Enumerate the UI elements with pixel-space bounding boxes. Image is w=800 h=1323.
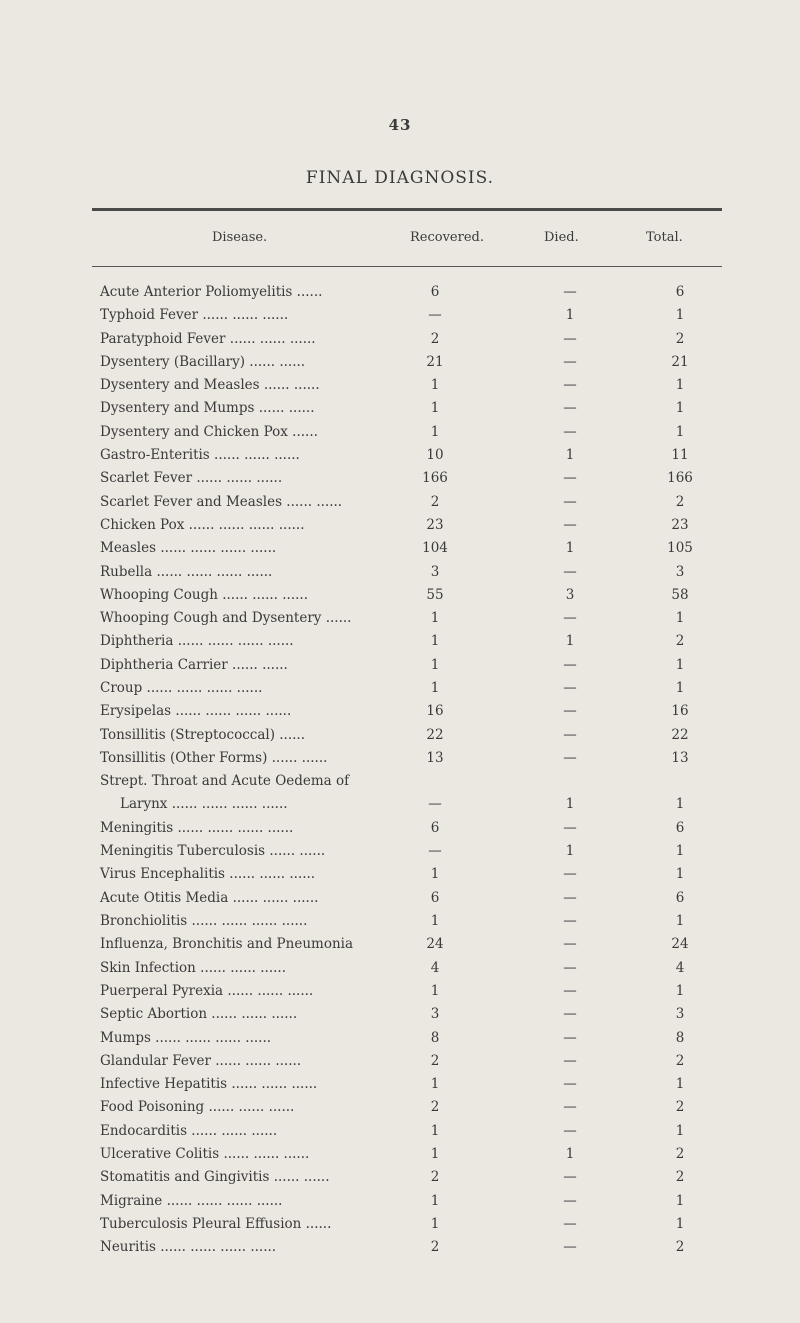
disease-name-line: Acute Anterior Poliomyelitis ...... <box>100 284 323 300</box>
total-value: 1 <box>675 1192 685 1209</box>
died-value: 3 <box>565 586 575 603</box>
disease-name <box>100 1123 410 1139</box>
disease-name-line: Dysentery (Bacillary) ...... ...... <box>100 353 306 370</box>
disease-name <box>100 890 410 906</box>
recovered-value: 21 <box>426 353 444 370</box>
total-value: 6 <box>675 284 685 300</box>
page-number: 43 <box>388 116 412 134</box>
disease-name <box>100 773 410 812</box>
disease-name <box>100 400 410 416</box>
recovered-value: 1 <box>430 400 440 417</box>
table-row <box>0 307 800 330</box>
table-row <box>0 820 800 843</box>
table-row <box>0 1216 800 1239</box>
total-value: 1 <box>675 1215 685 1232</box>
disease-name <box>100 703 410 719</box>
disease-name <box>100 354 410 370</box>
disease-name <box>100 1006 410 1022</box>
table-row <box>0 517 800 540</box>
died-value: — <box>563 913 577 930</box>
disease-name-line: Dysentery and Chicken Pox ...... <box>100 423 318 440</box>
died-value: — <box>563 1029 577 1046</box>
diagnosis-table <box>0 284 800 1262</box>
recovered-value: 55 <box>426 586 444 603</box>
recovered-value: 1 <box>430 377 440 394</box>
died-value: — <box>563 423 577 440</box>
disease-name-line: Tonsillitis (Other Forms) ...... ...... <box>100 749 328 766</box>
died-value: — <box>563 563 577 580</box>
total-value: 2 <box>675 1169 685 1186</box>
total-value: 2 <box>675 1145 685 1162</box>
disease-name <box>100 564 410 580</box>
recovered-value: — <box>428 796 442 813</box>
disease-name-line: Erysipelas ...... ...... ...... ...... <box>100 703 292 720</box>
total-value: 23 <box>671 516 689 533</box>
died-value: — <box>563 819 577 836</box>
disease-name <box>100 1030 410 1046</box>
header-died: Died. <box>544 230 579 245</box>
disease-name-line: Food Poisoning ...... ...... ...... <box>100 1099 295 1116</box>
total-value: 1 <box>675 843 685 860</box>
died-value: 1 <box>565 1145 575 1162</box>
died-value: — <box>563 330 577 347</box>
disease-name <box>100 1193 410 1209</box>
recovered-value: 104 <box>422 540 448 557</box>
total-value: 1 <box>675 982 685 999</box>
recovered-value: 1 <box>430 982 440 999</box>
died-value: 1 <box>565 307 575 324</box>
recovered-value: 23 <box>426 516 444 533</box>
table-row <box>0 424 800 447</box>
disease-name-line: Septic Abortion ...... ...... ...... <box>100 1006 298 1023</box>
died-value: — <box>563 703 577 720</box>
disease-name-line: Measles ...... ...... ...... ...... <box>100 540 277 557</box>
disease-name <box>100 1076 410 1092</box>
table-row <box>0 1169 800 1192</box>
disease-name <box>100 587 410 603</box>
total-value: 2 <box>675 1239 685 1256</box>
recovered-value: — <box>428 843 442 860</box>
disease-name-line: Bronchiolitis ...... ...... ...... ...... <box>100 913 308 930</box>
total-value: 3 <box>675 1006 685 1023</box>
disease-name <box>100 936 410 952</box>
disease-name-line: Migraine ...... ...... ...... ...... <box>100 1192 283 1209</box>
total-value: 16 <box>671 703 689 720</box>
disease-name <box>100 377 410 393</box>
header-recovered: Recovered. <box>410 230 484 245</box>
recovered-value: 1 <box>430 866 440 883</box>
disease-name-line: Endocarditis ...... ...... ...... <box>100 1122 278 1139</box>
table-row <box>0 470 800 493</box>
table-row <box>0 494 800 517</box>
table-row <box>0 587 800 610</box>
disease-name <box>100 657 410 673</box>
total-value: 2 <box>675 1099 685 1116</box>
page-title: FINAL DIAGNOSIS. <box>305 168 495 188</box>
died-value: — <box>563 1052 577 1069</box>
disease-name-line2: Larynx ...... ...... ...... ...... <box>120 796 288 813</box>
disease-name <box>100 331 410 347</box>
recovered-value: 3 <box>430 563 440 580</box>
disease-name-line: Scarlet Fever ...... ...... ...... <box>100 470 283 487</box>
table-row <box>0 960 800 983</box>
disease-name-line: Strept. Throat and Acute Oedema of <box>100 773 350 790</box>
disease-name <box>100 1146 410 1162</box>
total-value: 2 <box>675 1052 685 1069</box>
disease-name <box>100 820 410 836</box>
table-row <box>0 657 800 680</box>
total-value: 1 <box>675 307 685 324</box>
total-value: 2 <box>675 633 685 650</box>
recovered-value: 1 <box>430 1076 440 1093</box>
disease-name <box>100 633 410 649</box>
disease-name <box>100 1099 410 1115</box>
recovered-value: 8 <box>430 1029 440 1046</box>
died-value: — <box>563 889 577 906</box>
table-row <box>0 843 800 866</box>
total-value: 1 <box>675 680 685 697</box>
died-value: — <box>563 1192 577 1209</box>
disease-name-line: Whooping Cough ...... ...... ...... <box>100 586 309 603</box>
disease-name <box>100 610 410 626</box>
died-value: — <box>563 516 577 533</box>
table-row <box>0 936 800 959</box>
disease-name-line: Tonsillitis (Streptococcal) ...... <box>100 726 305 743</box>
disease-name-line: Glandular Fever ...... ...... ...... <box>100 1052 302 1069</box>
disease-name-line: Neuritis ...... ...... ...... ...... <box>100 1239 277 1256</box>
total-value: 8 <box>675 1029 685 1046</box>
recovered-value: 1 <box>430 1215 440 1232</box>
total-value: 22 <box>671 726 689 743</box>
table-row <box>0 1146 800 1169</box>
table-row <box>0 400 800 423</box>
died-value: — <box>563 656 577 673</box>
table-row <box>0 703 800 726</box>
disease-name <box>100 983 410 999</box>
died-value: — <box>563 1099 577 1116</box>
table-row <box>0 1239 800 1262</box>
disease-name <box>100 424 410 440</box>
recovered-value: 1 <box>430 423 440 440</box>
table-row <box>0 1053 800 1076</box>
table-row <box>0 377 800 400</box>
total-value: 6 <box>675 889 685 906</box>
table-row <box>0 354 800 377</box>
disease-name <box>100 680 410 696</box>
total-value: 1 <box>675 913 685 930</box>
table-row <box>0 773 800 820</box>
total-value: 2 <box>675 493 685 510</box>
recovered-value: 2 <box>430 330 440 347</box>
died-value: — <box>563 936 577 953</box>
total-value: 1 <box>675 866 685 883</box>
recovered-value: 6 <box>430 819 440 836</box>
table-row <box>0 1123 800 1146</box>
disease-name <box>100 540 410 556</box>
disease-name-line: Stomatitis and Gingivitis ...... ...... <box>100 1169 330 1186</box>
total-value: 4 <box>675 959 685 976</box>
table-row <box>0 1193 800 1216</box>
recovered-value: 10 <box>426 447 444 464</box>
disease-name-line: Acute Otitis Media ...... ...... ...... <box>100 889 319 906</box>
table-row <box>0 610 800 633</box>
recovered-value: 6 <box>430 889 440 906</box>
disease-name <box>100 447 410 463</box>
disease-name-line: Rubella ...... ...... ...... ...... <box>100 563 273 580</box>
died-value: — <box>563 959 577 976</box>
table-row <box>0 913 800 936</box>
header-disease: Disease. <box>212 230 268 245</box>
recovered-value: 24 <box>426 936 444 953</box>
disease-name <box>100 866 410 882</box>
died-value: — <box>563 866 577 883</box>
table-row <box>0 866 800 889</box>
died-value: — <box>563 1006 577 1023</box>
disease-name-line: Whooping Cough and Dysentery ...... <box>100 610 352 627</box>
total-value: 11 <box>671 447 689 464</box>
disease-name-line: Meningitis Tuberculosis ...... ...... <box>100 843 326 860</box>
table-row <box>0 331 800 354</box>
died-value: — <box>563 982 577 999</box>
disease-name <box>100 1239 410 1255</box>
died-value: — <box>563 400 577 417</box>
recovered-value: 13 <box>426 749 444 766</box>
disease-name <box>100 494 410 510</box>
died-value: 1 <box>565 796 575 813</box>
total-value: 166 <box>667 470 693 487</box>
table-row <box>0 1030 800 1053</box>
disease-name-line: Chicken Pox ...... ...... ...... ...... <box>100 516 305 533</box>
recovered-value: 2 <box>430 493 440 510</box>
died-value: — <box>563 749 577 766</box>
total-value: 6 <box>675 819 685 836</box>
disease-name <box>100 1216 410 1232</box>
disease-name-line: Scarlet Fever and Measles ...... ...... <box>100 493 343 510</box>
recovered-value: 2 <box>430 1169 440 1186</box>
total-value: 3 <box>675 563 685 580</box>
total-value: 1 <box>675 377 685 394</box>
died-value: — <box>563 1076 577 1093</box>
recovered-value: 3 <box>430 1006 440 1023</box>
recovered-value: 166 <box>422 470 448 487</box>
total-value: 1 <box>675 1122 685 1139</box>
recovered-value: 1 <box>430 1122 440 1139</box>
disease-name-line: Mumps ...... ...... ...... ...... <box>100 1029 272 1046</box>
died-value: — <box>563 284 577 300</box>
total-value: 1 <box>675 610 685 627</box>
top-rule <box>92 208 722 211</box>
died-value: 1 <box>565 633 575 650</box>
disease-name <box>100 750 410 766</box>
disease-name <box>100 843 410 859</box>
disease-name-line: Skin Infection ...... ...... ...... <box>100 959 286 976</box>
total-value: 58 <box>671 586 689 603</box>
recovered-value: 1 <box>430 656 440 673</box>
disease-name-line: Diphtheria ...... ...... ...... ...... <box>100 633 294 650</box>
recovered-value: 16 <box>426 703 444 720</box>
disease-name-line: Tuberculosis Pleural Effusion ...... <box>100 1215 332 1232</box>
recovered-value: 1 <box>430 913 440 930</box>
total-value: 1 <box>675 423 685 440</box>
table-row <box>0 540 800 563</box>
total-value: 21 <box>671 353 689 370</box>
recovered-value: 22 <box>426 726 444 743</box>
table-row <box>0 564 800 587</box>
recovered-value: 4 <box>430 959 440 976</box>
disease-name-line: Dysentery and Measles ...... ...... <box>100 377 320 394</box>
disease-name-line: Gastro-Enteritis ...... ...... ...... <box>100 447 300 464</box>
disease-name <box>100 517 410 533</box>
died-value: — <box>563 1122 577 1139</box>
total-value: 2 <box>675 330 685 347</box>
total-value: 105 <box>667 540 693 557</box>
total-value: 24 <box>671 936 689 953</box>
total-value: 13 <box>671 749 689 766</box>
table-row <box>0 1099 800 1122</box>
table-row <box>0 750 800 773</box>
disease-name-line: Dysentery and Mumps ...... ...... <box>100 400 315 417</box>
total-value: 1 <box>675 400 685 417</box>
total-value: 1 <box>675 1076 685 1093</box>
recovered-value: 6 <box>430 284 440 300</box>
died-value: — <box>563 610 577 627</box>
disease-name-line: Virus Encephalitis ...... ...... ...... <box>100 866 316 883</box>
recovered-value: 2 <box>430 1239 440 1256</box>
recovered-value: — <box>428 307 442 324</box>
table-row <box>0 284 800 307</box>
died-value: — <box>563 680 577 697</box>
disease-name-line: Ulcerative Colitis ...... ...... ...... <box>100 1145 310 1162</box>
total-value: 1 <box>675 656 685 673</box>
recovered-value: 1 <box>430 680 440 697</box>
recovered-value: 2 <box>430 1099 440 1116</box>
table-row <box>0 983 800 1006</box>
died-value: — <box>563 726 577 743</box>
disease-name <box>100 1053 410 1069</box>
header-total: Total. <box>646 230 683 245</box>
disease-name-line: Paratyphoid Fever ...... ...... ...... <box>100 330 316 347</box>
died-value: — <box>563 1239 577 1256</box>
recovered-value: 2 <box>430 1052 440 1069</box>
total-value: 1 <box>675 796 685 813</box>
recovered-value: 1 <box>430 1145 440 1162</box>
died-value: — <box>563 377 577 394</box>
table-row <box>0 890 800 913</box>
disease-name-line: Infective Hepatitis ...... ...... ...... <box>100 1076 318 1093</box>
table-row <box>0 1076 800 1099</box>
table-row <box>0 447 800 470</box>
disease-name-line: Meningitis ...... ...... ...... ...... <box>100 819 294 836</box>
recovered-value: 1 <box>430 633 440 650</box>
table-row <box>0 633 800 656</box>
disease-name <box>100 284 410 300</box>
disease-name-line: Diphtheria Carrier ...... ...... <box>100 656 288 673</box>
recovered-value: 1 <box>430 610 440 627</box>
disease-name <box>100 1169 410 1185</box>
disease-name-line: Typhoid Fever ...... ...... ...... <box>100 307 289 324</box>
died-value: — <box>563 353 577 370</box>
died-value: 1 <box>565 447 575 464</box>
table-row <box>0 727 800 750</box>
header-rule <box>92 266 722 267</box>
disease-name <box>100 960 410 976</box>
died-value: 1 <box>565 540 575 557</box>
died-value: 1 <box>565 843 575 860</box>
disease-name <box>100 727 410 743</box>
table-header <box>92 230 722 250</box>
disease-name <box>100 307 410 323</box>
died-value: — <box>563 1169 577 1186</box>
died-value: — <box>563 493 577 510</box>
died-value: — <box>563 1215 577 1232</box>
disease-name-line: Puerperal Pyrexia ...... ...... ...... <box>100 982 314 999</box>
recovered-value: 1 <box>430 1192 440 1209</box>
disease-name <box>100 470 410 486</box>
died-value: — <box>563 470 577 487</box>
disease-name <box>100 913 410 929</box>
table-row <box>0 680 800 703</box>
disease-name-line: Influenza, Bronchitis and Pneumonia <box>100 936 354 953</box>
disease-name-line: Croup ...... ...... ...... ...... <box>100 680 263 697</box>
table-row <box>0 1006 800 1029</box>
